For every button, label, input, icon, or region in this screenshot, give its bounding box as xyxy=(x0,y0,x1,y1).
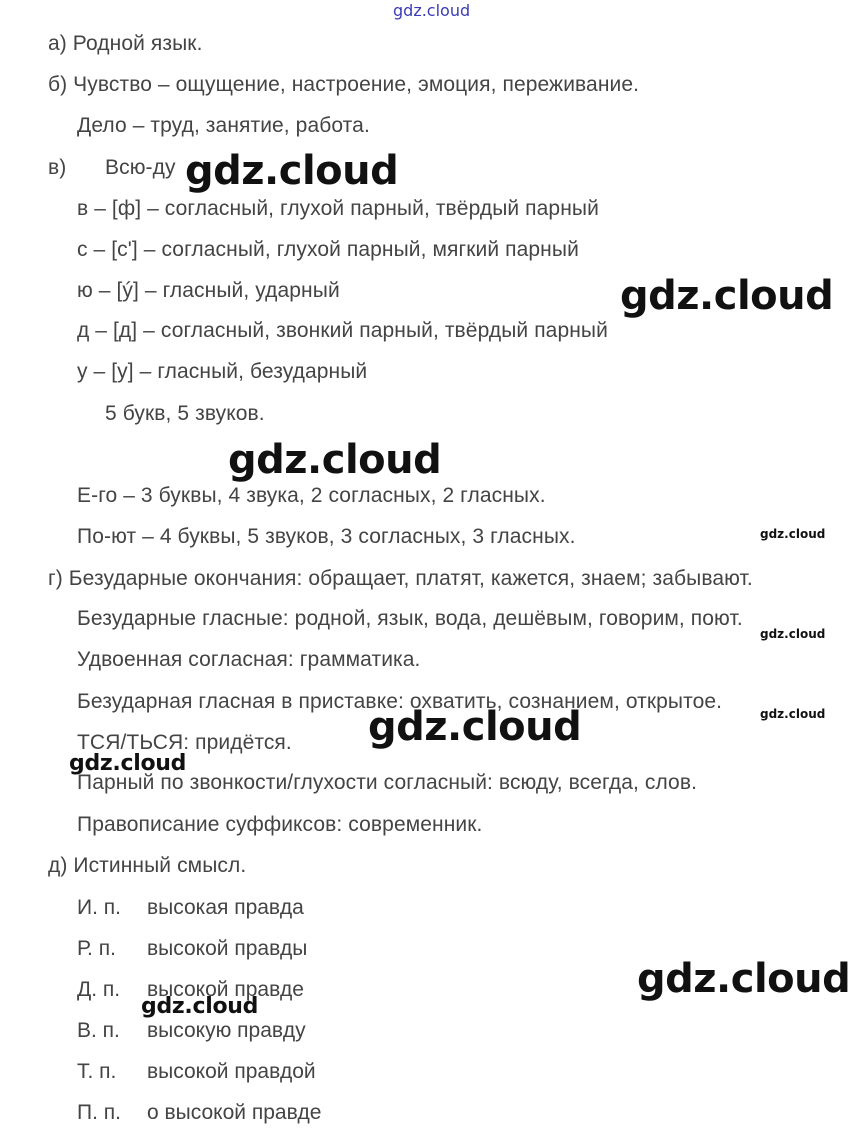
watermark: gdz.cloud xyxy=(185,148,399,194)
phonetic-line-5: у – [у] – гласный, безударный xyxy=(77,360,368,383)
case-abbr: В. п. xyxy=(77,1019,120,1042)
watermark: gdz.cloud xyxy=(368,704,582,750)
case-abbr: Д. п. xyxy=(77,978,121,1001)
answer-b-line1: б) Чувство – ощущение, настроение, эмоция, переживание. xyxy=(48,73,640,96)
case-form: о высокой правде xyxy=(147,1101,322,1124)
watermark: gdz.cloud xyxy=(637,956,851,1002)
phonetic-line-3: ю – [ý] – гласный, ударный xyxy=(77,279,340,302)
watermark: gdz.cloud xyxy=(620,273,834,319)
answer-g-line5: ТСЯ/ТЬСЯ: придётся. xyxy=(77,731,292,754)
case-abbr: П. п. xyxy=(77,1101,121,1124)
answer-g-line6: Парный по звонкости/глухости согласный: всюду, всегда, слов. xyxy=(77,771,698,794)
answer-b-line2: Дело – труд, занятие, работа. xyxy=(77,114,370,137)
phonetic-summary: 5 букв, 5 звуков. xyxy=(105,402,265,425)
case-abbr: Т. п. xyxy=(77,1060,117,1083)
answer-g-line3: Удвоенная согласная: грамматика. xyxy=(77,648,421,671)
case-form: высокой правде xyxy=(147,978,304,1001)
answer-v-label: в) xyxy=(48,156,67,179)
word-ego-analysis: Е-го – 3 буквы, 4 звука, 2 согласных, 2 гласных. xyxy=(77,484,546,507)
case-form: высокая правда xyxy=(147,896,304,919)
case-form: высокой правды xyxy=(147,937,308,960)
answer-v-word: Всю-ду xyxy=(105,156,176,179)
word-poyut-analysis: По-ют – 4 буквы, 5 звуков, 3 согласных, 3 гласных. xyxy=(77,525,576,548)
answer-g-line7: Правописание суффиксов: современник. xyxy=(77,813,483,836)
answer-a: а) Родной язык. xyxy=(48,32,203,55)
watermark: gdz.cloud xyxy=(760,707,826,721)
case-abbr: Р. п. xyxy=(77,937,116,960)
watermark: gdz.cloud xyxy=(760,627,826,641)
case-form: высокой правдой xyxy=(147,1060,316,1083)
answer-g-line4: Безударная гласная в приставке: охватить, сознанием, открытое. xyxy=(77,690,723,713)
phonetic-line-4: д – [д] – согласный, звонкий парный, твёрдый парный xyxy=(77,319,608,342)
answer-g-line1: г) Безударные окончания: обращает, платят, кажется, знаем; забывают. xyxy=(48,567,753,590)
case-abbr: И. п. xyxy=(77,896,121,919)
watermark: gdz.cloud xyxy=(760,527,826,541)
answer-d: д) Истинный смысл. xyxy=(48,854,247,877)
phonetic-line-2: с – [с'] – согласный, глухой парный, мягкий парный xyxy=(77,238,579,261)
phonetic-line-1: в – [ф] – согласный, глухой парный, твёрдый парный xyxy=(77,197,599,220)
answer-g-line2: Безударные гласные: родной, язык, вода, дешёвым, говорим, поют. xyxy=(77,607,743,630)
watermark: gdz.cloud xyxy=(141,994,259,1019)
case-form: высокую правду xyxy=(147,1019,306,1042)
watermark-top: gdz.cloud xyxy=(393,1,471,20)
watermark: gdz.cloud xyxy=(69,751,187,776)
watermark: gdz.cloud xyxy=(228,437,442,483)
